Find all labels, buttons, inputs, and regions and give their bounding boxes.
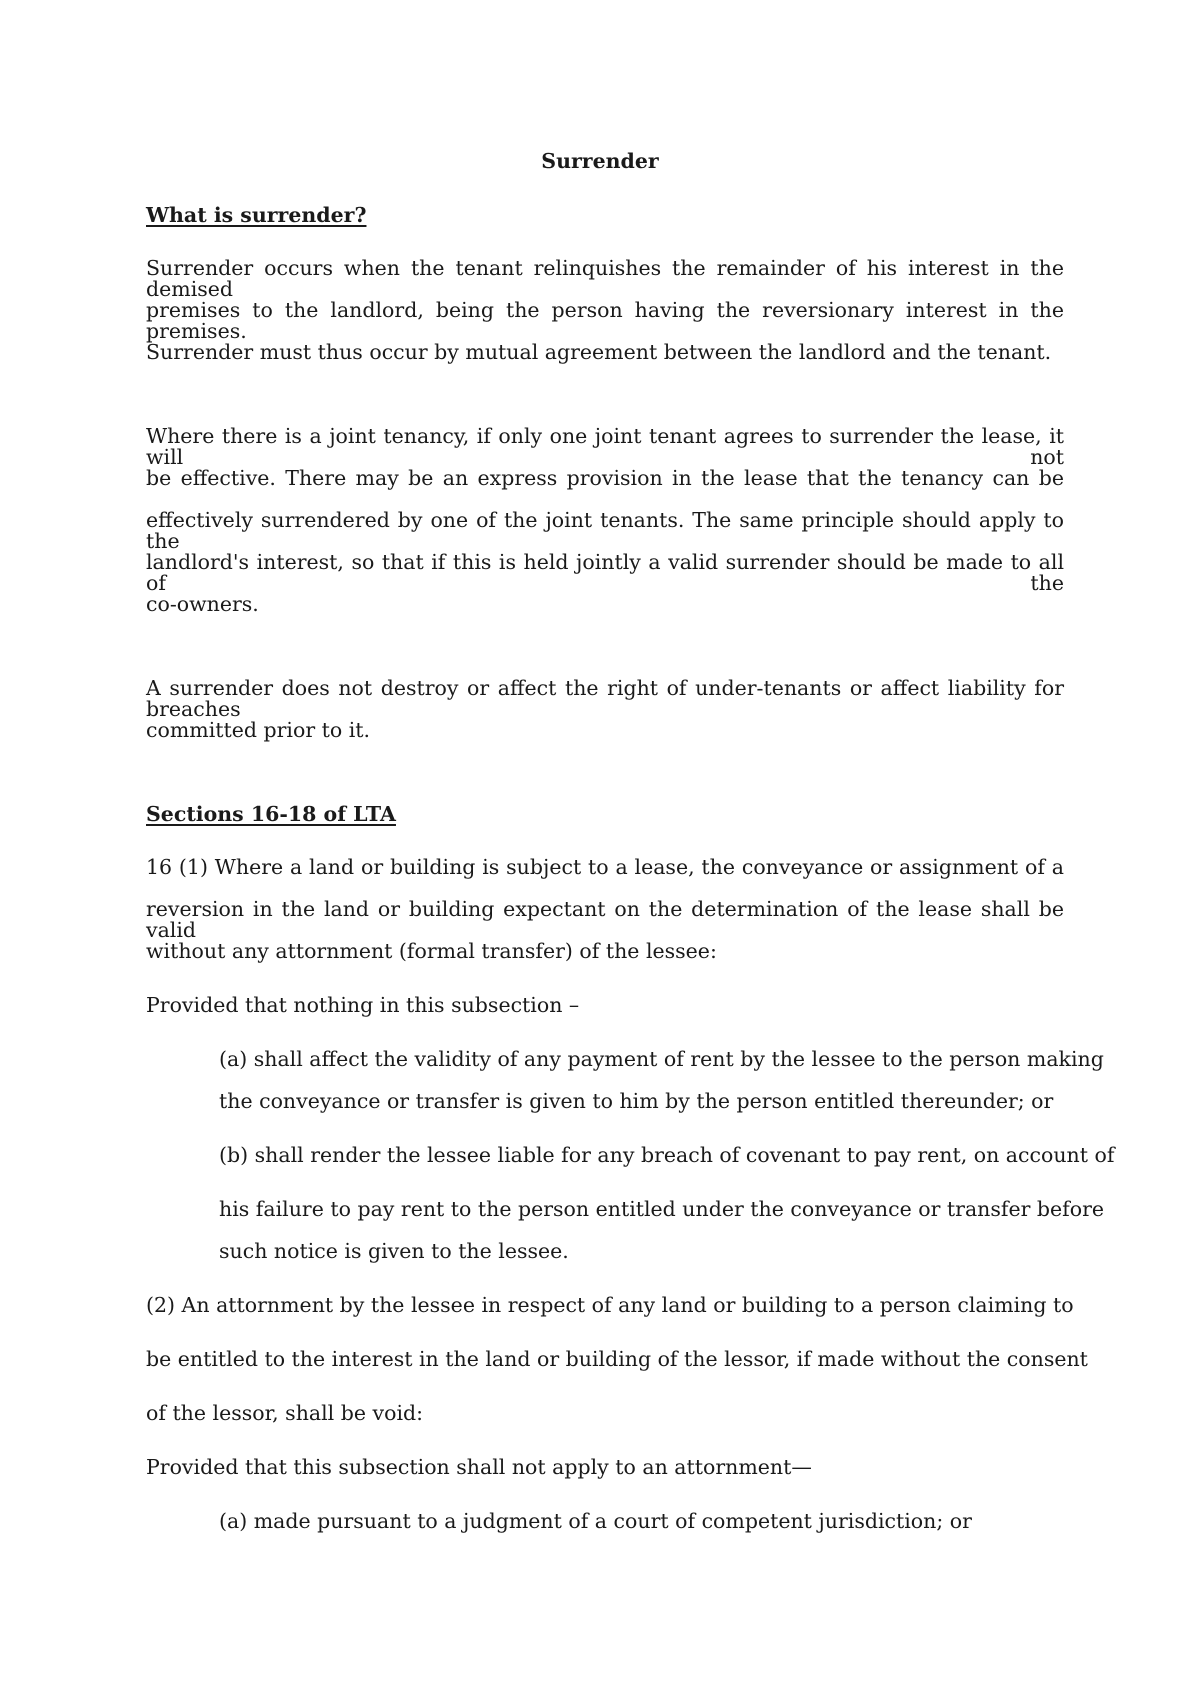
paragraph-line: Where there is a joint tenancy, if only one joint tenant agrees to surrender the lease, it will not — [146, 424, 1064, 469]
paragraph-line: committed prior to it. — [146, 718, 371, 742]
section-16-1-line: without any attornment (formal transfer) of the lessee: — [146, 939, 717, 963]
heading-sections-16-18: Sections 16-18 of LTA — [146, 802, 396, 826]
section-16-2-line: (2) An attornment by the lessee in respect of any land or building to a person claiming to — [146, 1293, 1074, 1317]
paragraph-line: Surrender must thus occur by mutual agreement between the landlord and the tenant. — [146, 340, 1052, 364]
proviso-item-a-line: (a) made pursuant to a judgment of a court of competent jurisdiction; or — [219, 1509, 972, 1533]
paragraph-line: be effective. There may be an express provision in the lease that the tenancy can be — [146, 466, 1064, 490]
section-16-2-line: of the lessor, shall be void: — [146, 1401, 424, 1425]
paragraph-line: landlord's interest, so that if this is held jointly a valid surrender should be made to all of the — [146, 550, 1064, 595]
section-16-2-line: be entitled to the interest in the land or building of the lessor, if made without the consent — [146, 1347, 1088, 1371]
section-16-1-line: reversion in the land or building expectant on the determination of the lease shall be valid — [146, 897, 1064, 942]
paragraph-line: A surrender does not destroy or affect the right of under-tenants or affect liability for breaches — [146, 676, 1064, 721]
proviso-item-b-line: such notice is given to the lessee. — [219, 1239, 569, 1263]
paragraph-line: Surrender occurs when the tenant relinquishes the remainder of his interest in the demised — [146, 256, 1064, 301]
heading-what-is-surrender: What is surrender? — [146, 203, 367, 227]
proviso-item-b-line: (b) shall render the lessee liable for any breach of covenant to pay rent, on account of — [219, 1143, 1115, 1167]
section-16-1-line: 16 (1) Where a land or building is subject to a lease, the conveyance or assignment of a — [146, 855, 1064, 879]
proviso-line: Provided that this subsection shall not apply to an attornment— — [146, 1455, 812, 1479]
proviso-item-a-line: the conveyance or transfer is given to him by the person entitled thereunder; or — [219, 1089, 1054, 1113]
document-title: Surrender — [541, 149, 659, 173]
proviso-item-a-line: (a) shall affect the validity of any payment of rent by the lessee to the person making — [219, 1047, 1104, 1071]
proviso-line: Provided that nothing in this subsection – — [146, 993, 580, 1017]
paragraph-line: premises to the landlord, being the person having the reversionary interest in the premises. — [146, 298, 1064, 343]
proviso-item-b-line: his failure to pay rent to the person entitled under the conveyance or transfer before — [219, 1197, 1105, 1221]
paragraph-line: co-owners. — [146, 592, 259, 616]
paragraph-line: effectively surrendered by one of the joint tenants. The same principle should apply to the — [146, 508, 1064, 553]
